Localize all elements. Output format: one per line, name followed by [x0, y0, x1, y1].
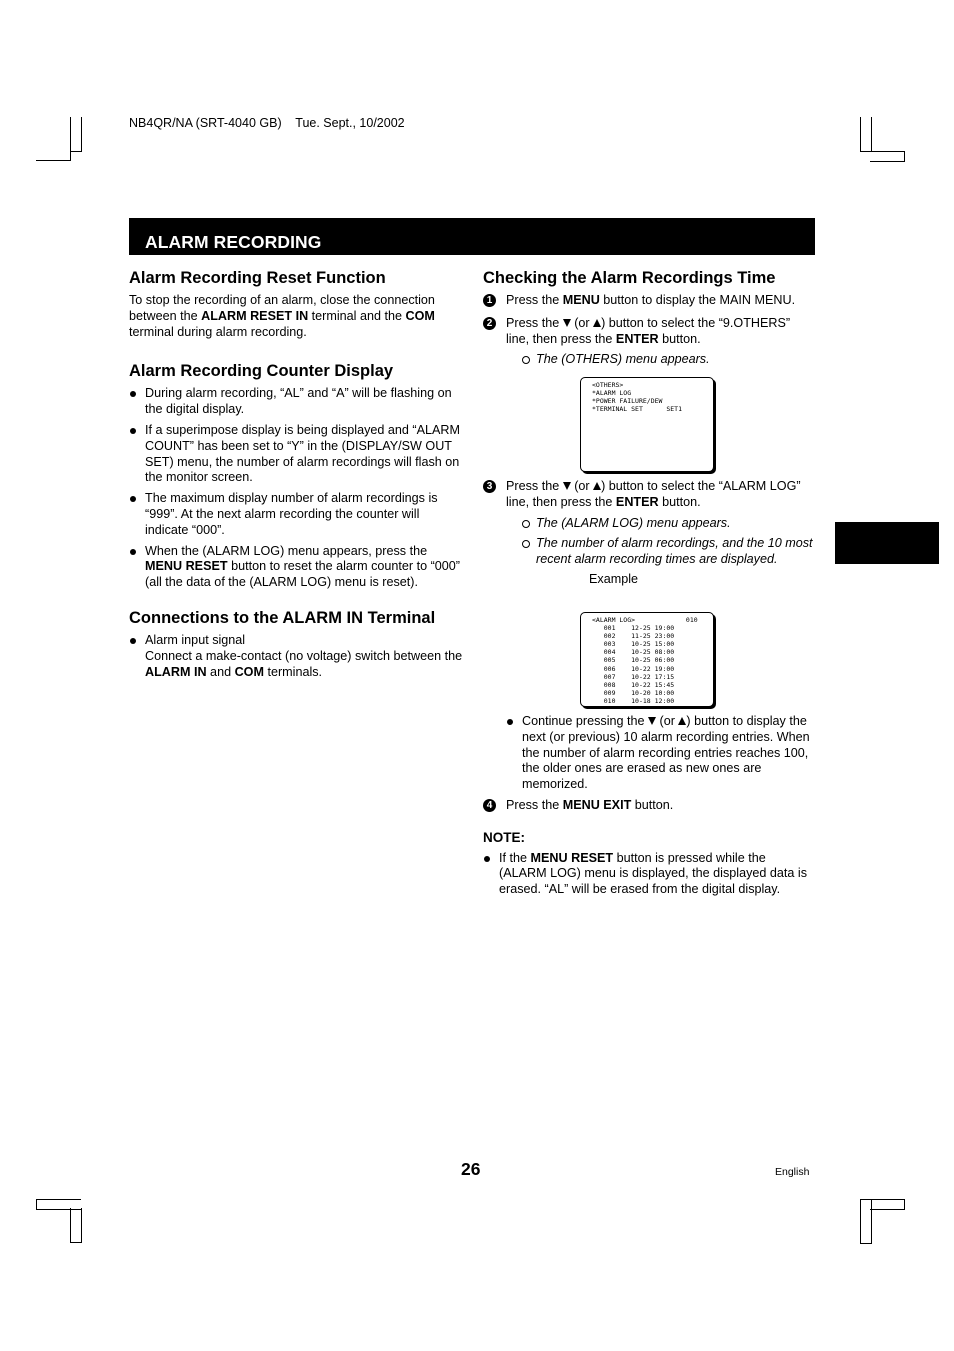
connections-text: Connect a make-contact (no voltage) switch between the ALARM IN and COM terminals.	[145, 648, 463, 679]
crop-mark-tr-v	[860, 117, 872, 152]
step-2: 2 Press the (or ) button to select the “9.OTHERS” line, then press the ENTER button.	[483, 316, 813, 348]
counter-bullet-4: When the (ALARM LOG) menu appears, press the MENU RESET button to reset the alarm counter to “000” (all the data of the (ALARM LOG) menu is reset).	[129, 544, 464, 591]
crop-mark-br-v	[860, 1199, 872, 1244]
crop-mark-tr-h	[870, 151, 905, 162]
down-arrow-icon	[648, 717, 656, 725]
down-arrow-icon	[563, 482, 571, 490]
step-3-result-2: The number of alarm recordings, and the 10 most recent alarm recording times are displayed.	[483, 536, 813, 568]
step-3-number: 3	[483, 480, 496, 493]
crop-mark-tl-h	[36, 117, 71, 161]
language-label: English	[775, 1166, 810, 1178]
chapter-tab	[835, 522, 939, 564]
reset-function-text: To stop the recording of an alarm, close the connection between the ALARM RESET IN terminal and the COM terminal during alarm recording.	[129, 293, 435, 339]
print-header: NB4QR/NA (SRT-4040 GB) Tue. Sept., 10/2002	[129, 116, 405, 130]
section-banner	[129, 218, 815, 255]
up-arrow-icon	[593, 319, 601, 327]
connections-bullet	[129, 633, 464, 680]
down-arrow-icon	[563, 319, 571, 327]
heading-counter-display: Alarm Recording Counter Display	[129, 362, 394, 381]
crop-mark-bl-v	[70, 1208, 82, 1243]
up-arrow-icon	[593, 482, 601, 490]
others-menu-screen: <OTHERS> *ALARM LOG *POWER FAILURE/DEW *TERMINAL SET SET1	[580, 377, 714, 472]
right-column-lower	[483, 714, 813, 898]
counter-bullet-2: If a superimpose display is being displayed and “ALARM COUNT” has been set to “Y” in the (DISPLAY/SW OUT SET) menu, the number of alarm recordings will flash on the monitor screen.	[129, 423, 464, 486]
example-label: Example	[589, 571, 638, 586]
counter-bullet-1: During alarm recording, “AL” and “A” will be flashing on the digital display.	[129, 386, 464, 418]
heading-checking-times: Checking the Alarm Recordings Time	[483, 269, 776, 287]
right-column-step3	[483, 479, 813, 588]
crop-mark-br-h	[870, 1199, 905, 1210]
page-number: 26	[461, 1159, 481, 1179]
note-heading: NOTE:	[483, 829, 525, 845]
left-column	[129, 268, 464, 680]
right-column	[483, 268, 813, 368]
step-2-number: 2	[483, 317, 496, 330]
alarm-log-screen: <ALARM LOG> 010 001 12-25 19:00 002 11-25 23:00 003 10-25 15:00 004 10-25 08:00 005 10-25 06:00 006 10-22 19:00 007 10-22 17:15 008 10-22 15:45 009 10-20 10:00 010 10-18 12:00	[580, 612, 714, 707]
heading-alarm-in-connections: Connections to the ALARM IN Terminal	[129, 608, 436, 627]
section-banner-title: ALARM RECORDING	[145, 232, 322, 252]
step-1-number: 1	[483, 294, 496, 307]
step-4: 4 Press the MENU EXIT button.	[483, 798, 813, 814]
alarm-input-signal-label: Alarm input signal	[145, 632, 246, 647]
step-2-result: The (OTHERS) menu appears.	[483, 352, 813, 368]
step-1: 1 Press the MENU button to display the MAIN MENU.	[483, 293, 813, 309]
crop-mark-tl-v	[70, 117, 82, 152]
step-3-result-1: The (ALARM LOG) menu appears.	[483, 516, 813, 532]
counter-bullet-3: The maximum display number of alarm recordings is “999”. At the next alarm recording the counter will indicate “000”.	[129, 491, 464, 538]
note-bullet: If the MENU RESET button is pressed while the (ALARM LOG) menu is displayed, the displayed data is erased. “AL” will be erased from the digital display.	[483, 851, 813, 898]
continue-bullet: Continue pressing the (or ) button to display the next (or previous) 10 alarm recording entries. When the number of alarm recording entries reaches 100, the older ones are erased as new ones are memorized.	[506, 714, 813, 793]
step-3: 3 Press the (or ) button to select the “ALARM LOG” line, then press the ENTER button.	[483, 479, 813, 511]
step-4-number: 4	[483, 799, 496, 812]
heading-reset-function: Alarm Recording Reset Function	[129, 269, 386, 287]
